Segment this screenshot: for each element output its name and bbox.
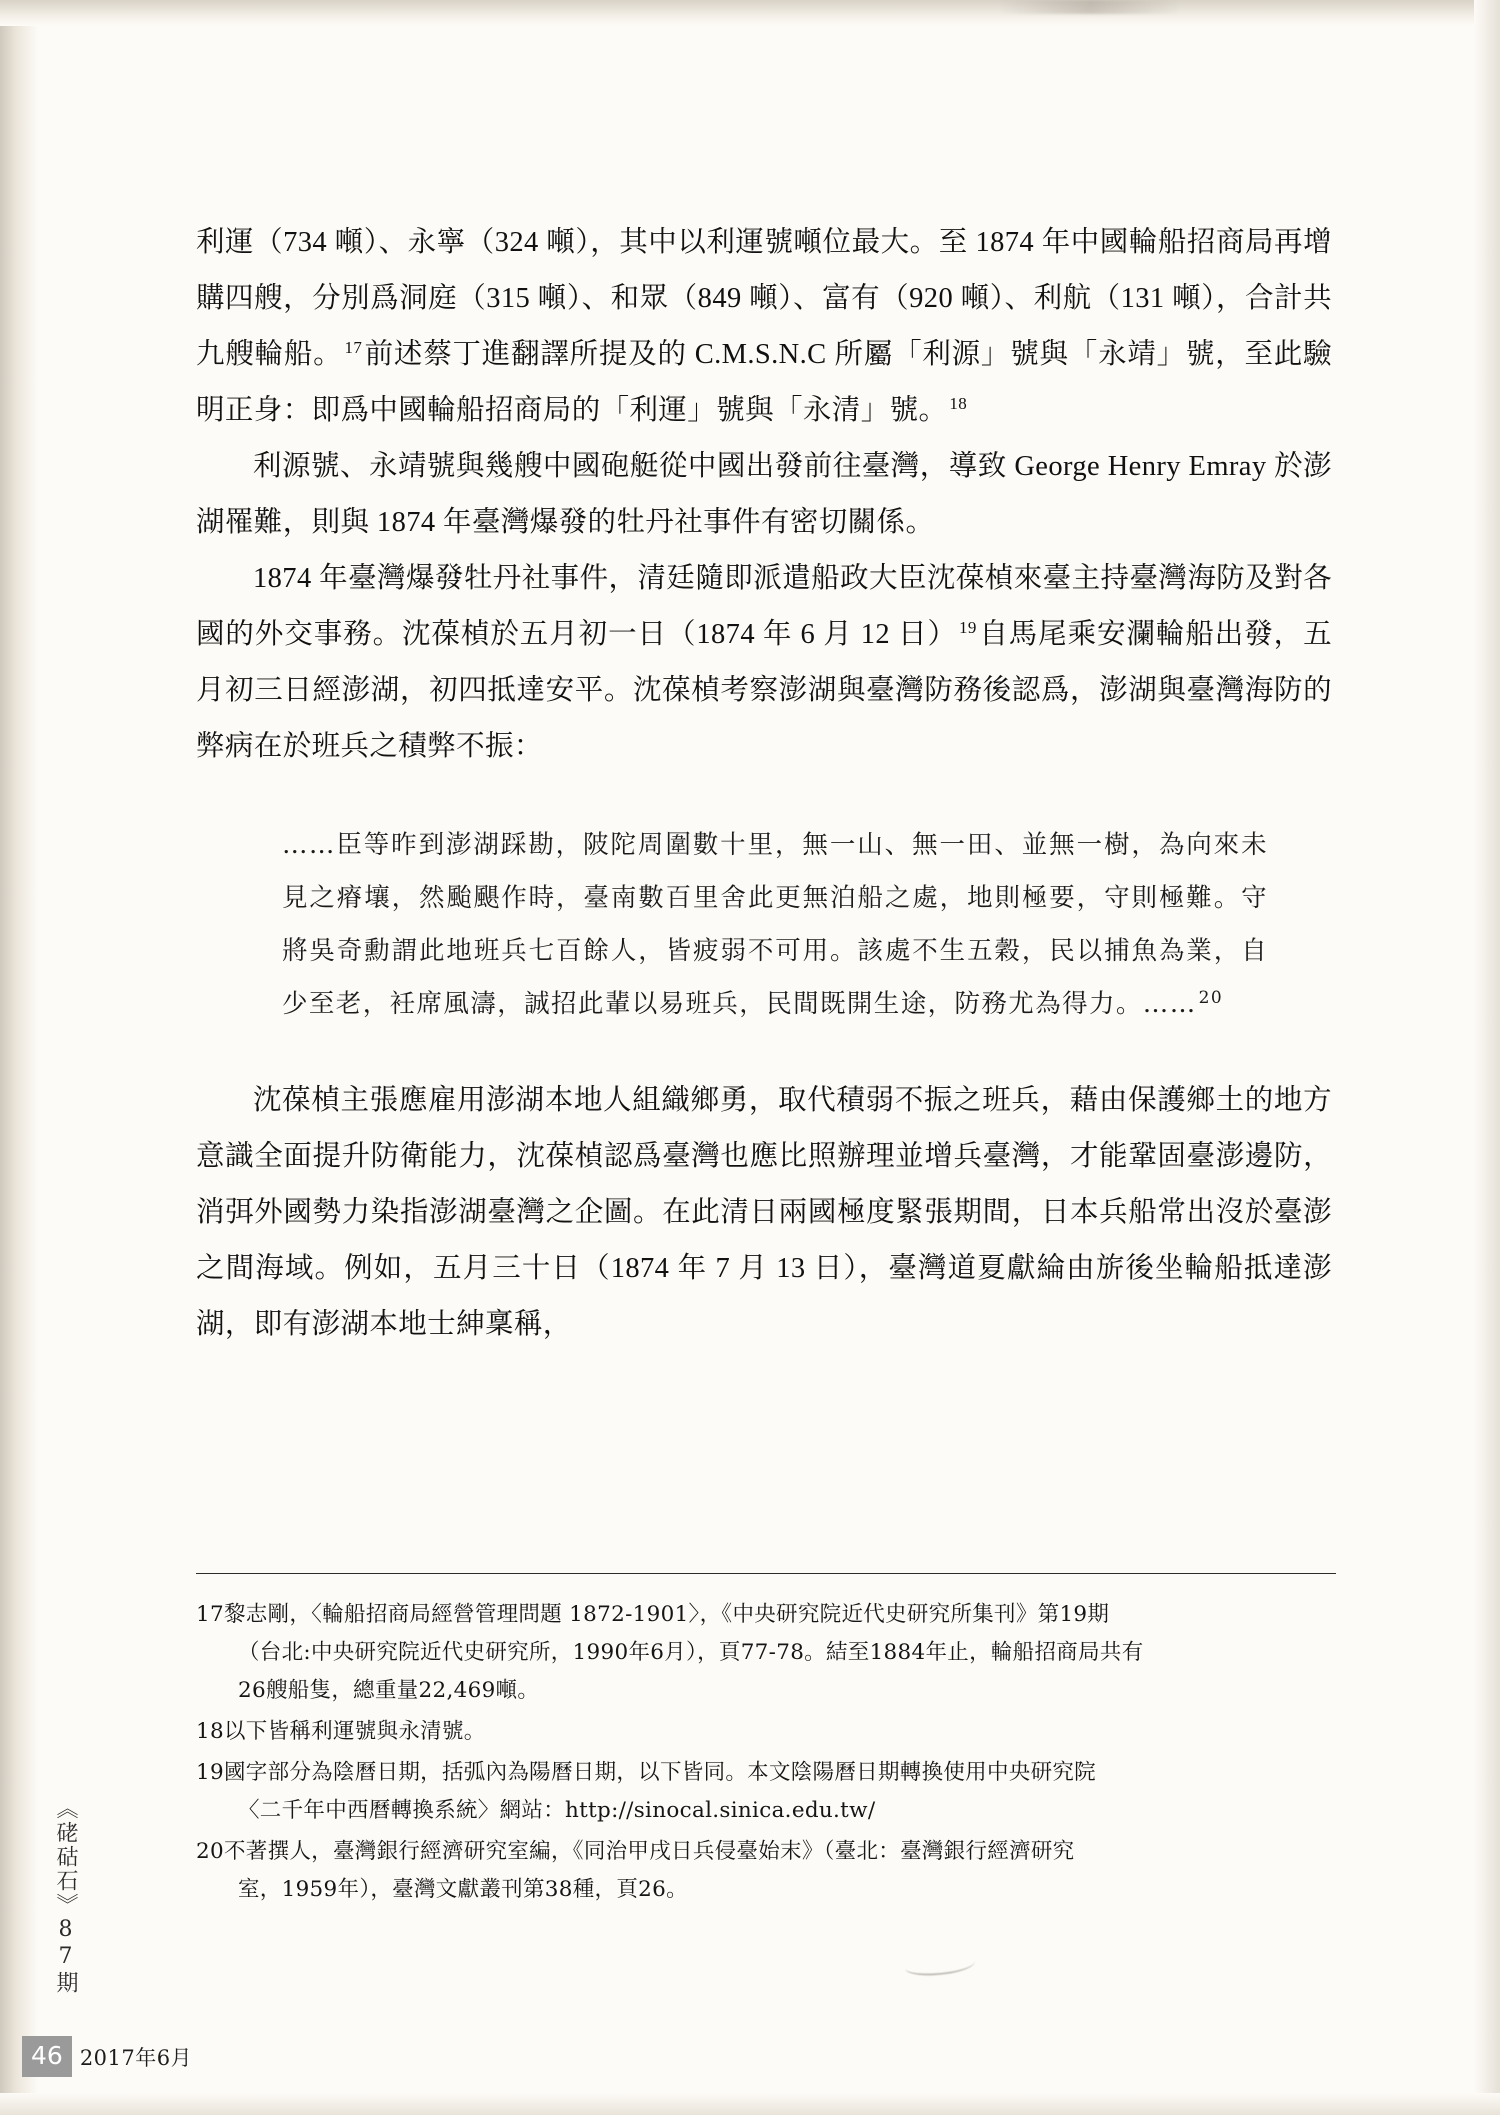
footnote-20-line-2: 室，1959年），臺灣文獻叢刊第38種，頁26。 [238, 1877, 688, 1902]
footnote-19-url[interactable]: 〈二千年中西曆轉換系統〉網站：http://sinocal.sinica.edu.tw/ [238, 1798, 876, 1823]
footnote-19-text-1: 國字部分為陰曆日期，括弧內為陽曆日期，以下皆同。本文陰陽曆日期轉換使用中央研究院 [223, 1760, 1096, 1785]
footnote-marker-18: 18 [949, 393, 968, 413]
paragraph-2-text: 利源號、永靖號與幾艘中國砲艇從中國出發前往臺灣，導致 George Henry Emray 於澎湖罹難，則與 1874 年臺灣爆發的牡丹社事件有密切關係。 [196, 451, 1332, 538]
footnote-marker-17: 17 [344, 337, 363, 357]
footnote-20-line-1 [196, 1839, 1074, 1864]
footnote-20-number: 20 [196, 1839, 224, 1864]
paragraph-1 [196, 215, 1332, 439]
footnote-18-number: 18 [196, 1719, 224, 1744]
paragraph-1-text: 利運（734 噸）、永寧（324 噸），其中以利運號噸位最大。至 1874 年中國輪船招商局再增購四艘，分別爲洞庭（315 噸）、和眾（849 噸）、富有（920 噸）、利航（131 噸），合計共九艘輪船。 [196, 227, 1332, 370]
footnote-18-line-1 [196, 1719, 486, 1744]
page-top-edge-shadow [0, 0, 1500, 26]
pencil-mark [905, 1953, 976, 1977]
paragraph-3-text-cont: 自馬尾乘安瀾輪船出發，五月初三日經澎湖，初四抵達安平。沈葆楨考察澎湖與臺灣防務後認爲，澎湖與臺灣海防的弊病在於班兵之積弊不振： [196, 619, 1332, 762]
page-right-edge-shadow [1474, 0, 1500, 2115]
page-bottom-edge-shadow [0, 2093, 1500, 2115]
paragraph-1-text-cont: 前述蔡丁進翻譯所提及的 C.M.S.N.C 所屬「利源」號與「永靖」號，至此驗明正身：即爲中國輪船招商局的「利運」號與「永清」號。 [196, 339, 1332, 426]
footnote-19-line-2 [196, 1792, 1348, 1830]
page-body [196, 215, 1332, 1353]
scan-smudge [1000, 0, 1180, 14]
block-quote [196, 819, 1332, 1031]
footnote-20-text-1: 不著撰人，臺灣銀行經濟研究室編，《同治甲戌日兵侵臺始末》（臺北：臺灣銀行經濟研究 [223, 1839, 1075, 1864]
footnote-17 [196, 1596, 1348, 1710]
paragraph-4-text: 沈葆楨主張應雇用澎湖本地人組織鄉勇，取代積弱不振之班兵，藉由保護鄉土的地方意識全面提升防衛能力，沈葆楨認爲臺灣也應比照辦理並增兵臺灣，才能鞏固臺澎邊防，消弭外國勢力染指澎湖臺灣之企圖。在此清日兩國極度緊張期間，日本兵船常出沒於臺澎之間海域。例如，五月三十日（1874 年 7 月 13 日），臺灣道夏獻綸由旂後坐輪船抵達澎湖，即有澎湖本地士紳稟稱， [196, 1085, 1332, 1340]
footnote-17-line-2: （台北:中央研究院近代史研究所，1990年6月），頁77-78。結至1884年止，輪船招商局共有 [238, 1640, 1144, 1665]
footnote-19 [196, 1754, 1348, 1830]
paragraph-2 [196, 439, 1332, 551]
footnote-17-line-3: 26艘船隻，總重量22,469噸。 [238, 1678, 540, 1703]
paragraph-3-text: 1874 年臺灣爆發牡丹社事件，清廷隨即派遣船政大臣沈葆楨來臺主持臺灣海防及對各國的外交事務。沈葆楨於五月初一日（1874 年 6 月 12 日） [196, 563, 1332, 650]
footnote-17-text-1: 黎志剛，〈輪船招商局經營管理問題 1872-1901〉，《中央研究院近代史研究所集刊》第19期 [223, 1602, 1110, 1627]
journal-spine-title: 《硓𥑮石》87期 [53, 1797, 78, 1995]
footnote-17-number: 17 [196, 1602, 224, 1627]
issue-date: 2017年6月 [79, 2045, 193, 2070]
footnote-17-line-1 [196, 1602, 1109, 1627]
footnote-marker-20: 20 [1198, 987, 1224, 1008]
footnote-20 [196, 1833, 1348, 1909]
footnote-18-text-1: 以下皆稱利運號與永清號。 [223, 1719, 486, 1744]
footnote-marker-19: 19 [958, 617, 977, 637]
footnote-18 [196, 1713, 1348, 1751]
footnote-separator-rule [196, 1573, 1336, 1574]
block-quote-text: ……臣等昨到澎湖踩勘，陂陀周圍數十里，無一山、無一田、並無一樹，為向來未見之瘠壤，然颱颶作時，臺南數百里舍此更無泊船之處，地則極要，守則極難。守將吳奇勳謂此地班兵七百餘人，皆疲弱不可用。該處不生五穀，民以捕魚為業，自少至老，衽席風濤，誠招此輩以易班兵，民間既開生途，防務尤為得力。…… [282, 830, 1268, 1019]
footnote-19-line-1 [196, 1760, 1096, 1785]
footnote-list [196, 1596, 1348, 1912]
quote-spacer [196, 1031, 1332, 1073]
page-number: 46 [22, 2036, 72, 2077]
paragraph-3 [196, 551, 1332, 775]
footnote-19-number: 19 [196, 1760, 224, 1785]
folio [22, 2036, 192, 2077]
page-left-edge-shadow [0, 0, 38, 2115]
paragraph-4 [196, 1073, 1332, 1353]
